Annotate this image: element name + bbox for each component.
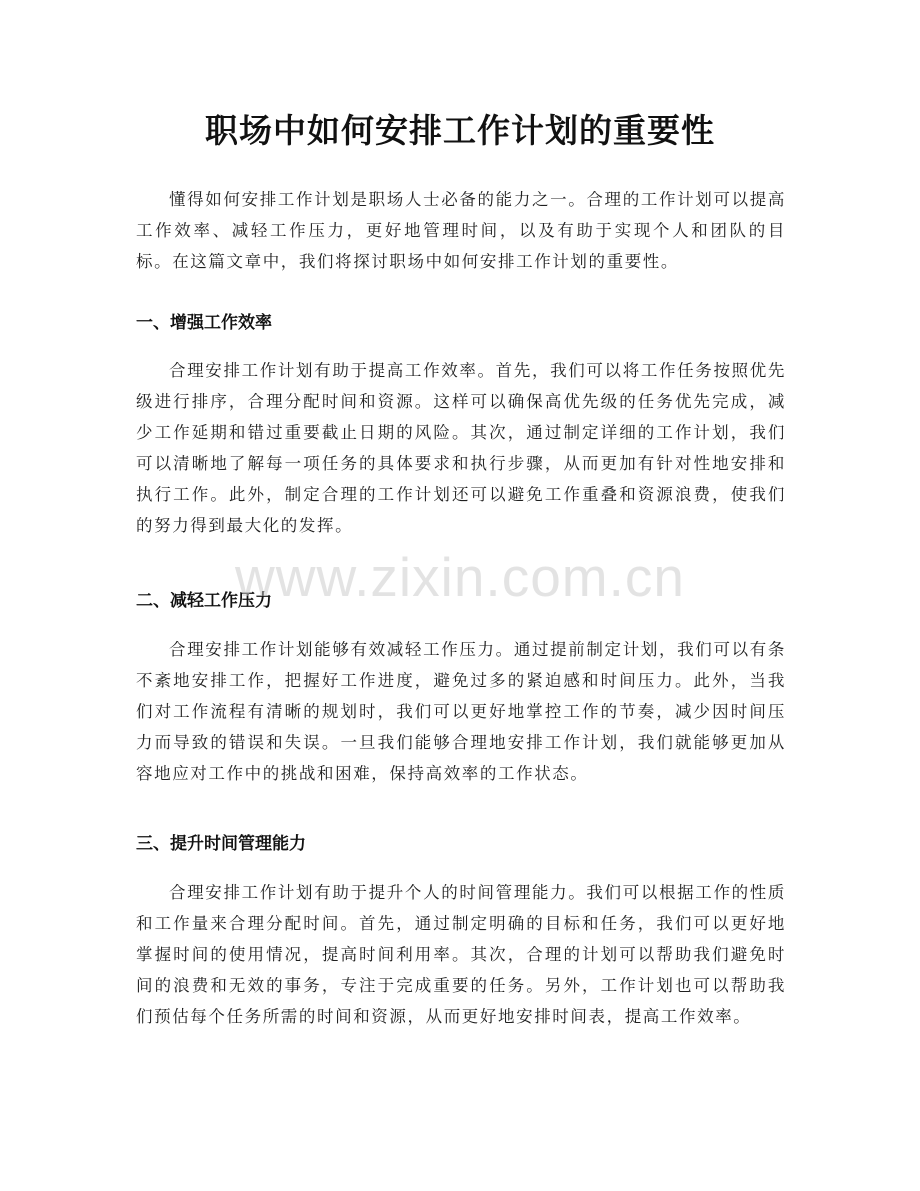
- intro-paragraph: 懂得如何安排工作计划是职场人士必备的能力之一。合理的工作计划可以提高工作效率、减轻工作压力，更好地管理时间，以及有助于实现个人和团队的目标。在这篇文章中，我们将探讨职场中如何安排工作计划的重要性。: [136, 190, 786, 271]
- section-heading-efficiency: 一、增强工作效率: [136, 313, 272, 333]
- section-heading-time-management: 三、提升时间管理能力: [136, 834, 306, 854]
- document-title: 职场中如何安排工作计划的重要性: [205, 111, 715, 150]
- site-watermark: www.zixin.com.cn: [235, 546, 685, 608]
- section-body-pressure: 合理安排工作计划能够有效减轻工作压力。通过提前制定计划，我们可以有条不紊地安排工作，把握好工作进度，避免过多的紧迫感和时间压力。此外，当我们对工作流程有清晰的规划时，我们可以更好地掌控工作的节奏，减少因时间压力而导致的错误和失误。一旦我们能够合理地安排工作计划，我们就能够更加从容地应对工作中的挑战和困难，保持高效率的工作状态。: [136, 640, 786, 783]
- section-body-time-management: 合理安排工作计划有助于提升个人的时间管理能力。我们可以根据工作的性质和工作量来合理分配时间。首先，通过制定明确的目标和任务，我们可以更好地掌握时间的使用情况，提高时间利用率。其次，合理的计划可以帮助我们避免时间的浪费和无效的事务，专注于完成重要的任务。另外，工作计划也可以帮助我们预估每个任务所需的时间和资源，从而更好地安排时间表，提高工作效率。: [136, 883, 786, 1026]
- section-heading-pressure: 二、减轻工作压力: [136, 591, 272, 611]
- section-body-efficiency: 合理安排工作计划有助于提高工作效率。首先，我们可以将工作任务按照优先级进行排序，合理分配时间和资源。这样可以确保高优先级的任务优先完成，减少工作延期和错过重要截止日期的风险。其次，通过制定详细的工作计划，我们可以清晰地了解每一项任务的具体要求和执行步骤，从而更加有针对性地安排和执行工作。此外，制定合理的工作计划还可以避免工作重叠和资源浪费，使我们的努力得到最大化的发挥。: [136, 361, 786, 535]
